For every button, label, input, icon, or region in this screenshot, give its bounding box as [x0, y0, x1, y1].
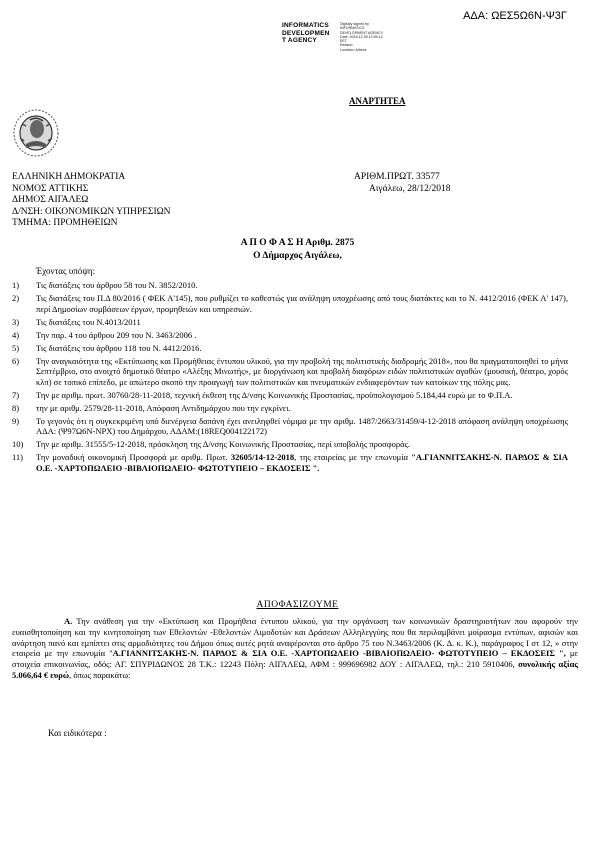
list-item: 4) Την παρ. 4 του άρθρου 209 του Ν. 3463/2006 .	[12, 329, 197, 340]
company-name: Α.ΓΙΑΝΝΙΤΣΑΚΗΣ-Ν. ΠΑΡΔΟΣ & ΣΙΑ Ο.Ε. -ΧΑΡΤΟΠΩΛΕΙΟ -ΒΙΒΛΙΟΠΩΛΕΙΟ- ΦΩΤΟΤΥΠΕΙΟ – ΕΚΔΟΣΕΙΣ ",	[112, 648, 566, 659]
list-item: 9) Το γεγονός ότι η συγκεκριμένη υπό διενέργεια δαπάνη έχει ανειληφθεί νόμιμα με την αριθμ. 1487/2663/31459/4-12-2018 απόφαση ανάληψη υποχρέωσης ΑΔΑ: (Ψ97Ω6Ν-ΝΡΧ) του Δημάρχου, ΑΔΑΜ:(18REQ004122172)	[12, 415, 568, 436]
protocol-number: ΑΡΙΘΜ.ΠΡΩΤ. 33577	[354, 172, 440, 182]
list-item: 7) Την με αριθμ. πρωτ. 30760/28-11-2018, τεχνική έκθεση της Δ/νσης Κοινωνικής Προστασίας, προϋπολογισμού 5.184,44 ευρώ με το Φ.Π.Α.	[12, 389, 513, 400]
company-name: "Α.ΓΙΑΝΝΙΤΣΑΚΗΣ-Ν. ΠΑΡΔΟΣ & ΣΙΑ Ο.Ε. -ΧΑΡΤΟΠΩΛΕΙΟ -ΒΙΒΛΙΟΠΩΛΕΙΟ- ΦΩΤΟΤΥΠΕΙΟ – ΕΚΔΟΣΕΙΣ ".	[36, 452, 568, 473]
sender-line: Δ/ΝΣΗ: ΟΙΚΟΝΟΜΙΚΩΝ ΥΠΗΡΕΣΙΩΝ	[12, 206, 171, 217]
list-item: 10) Την με αριθμ. 31555/5-12-2018, πρόσκληση της Δ/νσης Κοινωνικής Προστασίας, περί υποβολής προσφοράς.	[12, 439, 411, 449]
digital-signature-details: Digitally signed by INFORMATICS DEVELOPMENT AGENCY Date: 2018.12.28 12:55:14 EET Reason: Location: Athens	[340, 22, 384, 52]
list-item: 8) την με αριθμ. 2579/28-11-2018, Απόφαση Αντιδημάρχου που την εγκρίνει.	[12, 402, 291, 413]
list-item: 2) Τις διατάξεις του Π.Δ 80/2016 ( ΦΕΚ Α'145), που ρυθμίζει το καθεστώς για ανάληψη υποχρέωσης από τους διατάκτες και το Ν. 4412/2016 (ΦΕΚ Α' 147), περί Δημοσίων συμβάσεων έργων, προμηθειών και υπηρεσιών.	[12, 293, 568, 314]
considering-label: Έχοντας υπόψη:	[36, 266, 96, 276]
decision-title: Α Π Ο Φ Α Σ Η Αριθμ. 2875 Ο Δήμαρχος Αιγάλεω,	[240, 238, 355, 261]
posting-label: ΑΝΑΡΤΗΤΕΑ	[349, 96, 406, 106]
sender-line: ΔΗΜΟΣ ΑΙΓΑΛΕΩ	[12, 195, 89, 205]
sender-line: ΝΟΜΟΣ ΑΤΤΙΚΗΣ	[12, 183, 89, 194]
list-item: 11) Την μοναδική οικονομική Προσφορά με αριθμ. Πρωτ. 32605/14-12-2018, της εταιρείας με την επωνυμία "Α.ΓΙΑΝΝΙΤΣΑΚΗΣ-Ν. ΠΑΡΔΟΣ & ΣΙΑ Ο.Ε. -ΧΑΡΤΟΠΩΛΕΙΟ -ΒΙΒΛΙΟΠΩΛΕΙΟ- ΦΩΤΟΤΥΠΕΙΟ – ΕΚΔΟΣΕΙΣ ".	[12, 452, 568, 473]
specifically-label: Και ειδικότερα :	[48, 728, 107, 738]
ada-code: ΑΔΑ: ΩΕΣ5Ω6Ν-Ψ3Γ	[463, 10, 567, 22]
seal-emblem-icon	[12, 108, 60, 158]
sender-line: ΤΜΗΜΑ: ΠΡΟΜΗΘΕΙΩΝ	[12, 218, 118, 228]
document-date: Αιγάλεω, 28/12/2018	[369, 184, 451, 194]
digital-signature-title: INFORMATICS DEVELOPMEN T AGENCY	[282, 22, 330, 44]
decision-paragraph: Α. Την ανάθεση για την «Εκτύπωση και Προμήθεια έντυπου υλικού, για την οργάνωση των κοινωνικών δραστηριοτήτων που αφορούν την ευαισθητοποίηση και την κινητοποίηση των Εθελοντών -Εθελοντών Αιμοδοτών και Δράσεων Αλληλεγγύης που θα περιλαμβάνει μοίρασμα εντύπων, αφισών και ανάρτηση πανό και εμπίπτει στις αρμοδιότητες του Δήμου όπως αυτές ρητά αναφέρονται στο άρθρο 75 του Ν.3463/2006 (Κ. Δ. κ. Κ.), παράγραφος Ι στ 12, » στην εταιρεία με την επωνυμία "Α.ΓΙΑΝΝΙΤΣΑΚΗΣ-Ν. ΠΑΡΔΟΣ & ΣΙΑ Ο.Ε. -ΧΑΡΤΟΠΩΛΕΙΟ -ΒΙΒΛΙΟΠΩΛΕΙΟ- ΦΩΤΟΤΥΠΕΙΟ – ΕΚΔΟΣΕΙΣ ", με στοιχεία επικοινωνίας, οδός: ΑΓ. ΣΠΥΡΙΔΩΝΟΣ 28 Τ.Κ.: 12243 Πόλη: ΑΙΓΑΛΕΩ, ΑΦΜ : 999696982 ΔΟΥ : ΑΙΓΑΛΕΩ, τηλ.: 210 5910406, συνολικής αξίας 5.066,64 € ευρώ, όπως παρακάτω:	[12, 616, 578, 680]
list-item: 1) Τις διατάξεις του άρθρου 58 του Ν. 3852/2010.	[12, 280, 198, 290]
decide-heading: ΑΠΟΦΑΣΙΖΟΥΜΕ	[256, 600, 339, 610]
list-item: 5) Τις διατάξεις του άρθρου 118 του Ν. 4412/2016.	[12, 342, 202, 353]
sender-block	[12, 172, 171, 230]
sender-line: ΕΛΛΗΝΙΚΗ ΔΗΜΟΚΡΑΤΙΑ	[12, 172, 126, 182]
list-item: 3) Τις διατάξεις του Ν.4013/2011	[12, 316, 141, 327]
list-item: 6) Την αναγκαιότητα της «Εκτύπωσης και Προμήθειας έντυπου υλικού, για την προβολή της πολιτιστικής διαδρομής 2018», που θα πραγματοποιηθεί το μήνα Σεπτέμβριο, στο ανοιχτό δημοτικό θέατρο «Αλέξης Μινωτής», με διοργάνωση και προβολή διαφόρων ειδών πολιτιστικών αγαθών (μουσική, θέατρο, χορός κλπ) σε τοπικό επίπεδο, με απώτερο σκοπό την προαγωγή των πολιτιστικών και πνευματικών ενδιαφερόντων των κατοίκων της πόλης μας.	[12, 355, 568, 387]
considerations-list	[12, 280, 568, 476]
total-value: συνολικής αξίας 5.066,64 € ευρώ	[12, 659, 578, 680]
